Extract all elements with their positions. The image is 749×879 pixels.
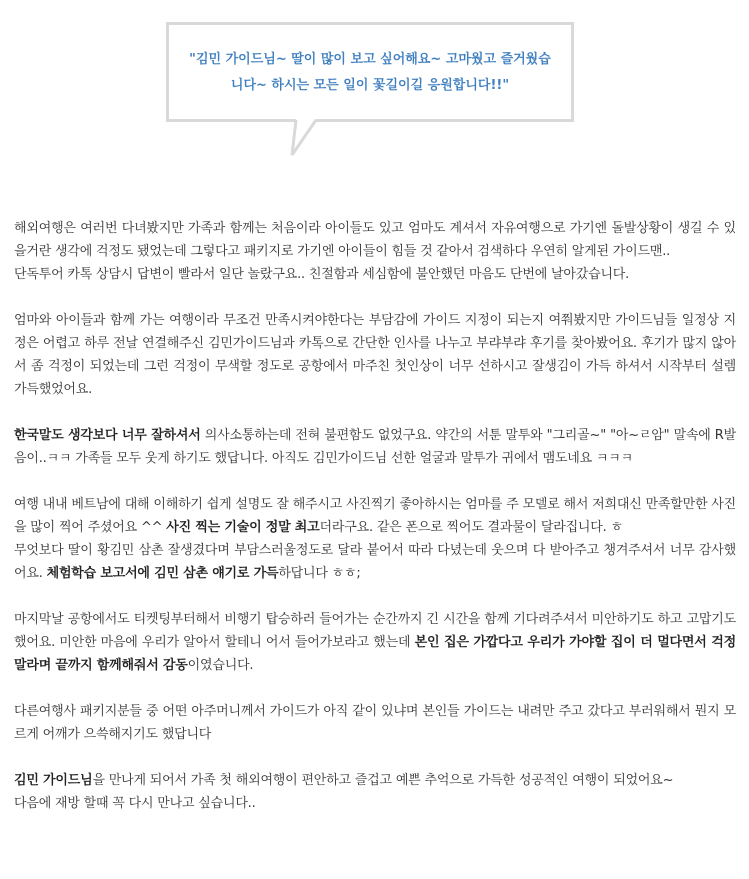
quote-bubble xyxy=(166,22,578,158)
review-paragraph: 엄마와 아이들과 함께 가는 여행이라 무조건 만족시켜야한다는 부담감에 가이드 지정이 되는지 여쭤봤지만 가이드님들 일정상 지정은 어렵고 하루 전날 연결해주신 김민가이드님과 카톡으로 간단한 인사를 나누고 부랴부랴 후기를 찾아봤어요. 후기가 많지 않아서 좀 걱정이 되었는데 그런 걱정이 무색할 정도로 공항에서 마주친 첫인상이 너무 선하시고 잘생김이 가득 하셔서 시작부터 설렘 가득했었어요. xyxy=(14,313,736,397)
highlight-text: 본인 집은 가깝다고 우리가 가야할 집이 더 멀다면서 걱정말라며 끝까지 함께해줘서 감동 xyxy=(14,635,736,673)
quote-line-1: "김민 가이드님~ 딸이 많이 보고 싶어해요~ 고마웠고 즐거웠습 xyxy=(189,52,551,67)
review-paragraph xyxy=(14,608,736,677)
body-text: 무엇보다 딸이 황김민 삼촌 잘생겼다며 부담스러울정도로 달라 붙어서 따라 다녔는데 웃으며 다 받아주고 챙겨주셔서 너무 감사했어요. xyxy=(14,543,736,581)
body-text: 하답니다 ㅎㅎ; xyxy=(278,566,361,581)
review-paragraph: 해외여행은 여러번 다녀봤지만 가족과 함께는 처음이라 아이들도 있고 엄마도 계셔서 자유여행으로 가기엔 돌발상황이 생길 수 있을거란 생각에 걱정도 됐었는데 그렇다고 패키지로 가기엔 아이들이 힘들 것 같아서 검색하다 우연히 알게된 가이드맨.. xyxy=(14,221,736,259)
review-paragraph xyxy=(14,424,736,470)
review-paragraph: 다른여행사 패키지분들 중 어떤 아주머니께서 가이드가 아직 같이 있냐며 본인들 가이드는 내려만 주고 갔다고 부러워해서 뭔지 모르게 어깨가 으쓱해지기도 했답니다 xyxy=(14,704,736,742)
review-paragraph xyxy=(14,539,736,585)
body-text: 의사소통하는데 전혀 불편함도 없었구요. 약간의 서툰 말투와 "그리골~" "아~ㄹ암" 말속에 R발음이..ㅋㅋ 가족들 모두 웃게 하기도 했답니다. 아직도 김민가이드님 선한 얼굴과 말투가 귀에서 맴도네요 ㅋㅋㅋ xyxy=(14,428,736,466)
review-article xyxy=(14,217,736,815)
review-paragraph: 단독투어 카톡 상담시 답변이 빨라서 일단 놀랐구요.. 친절함과 세심함에 불안했던 마음도 단번에 날아갔습니다. xyxy=(14,267,630,282)
body-text: 을 만나게 되어서 가족 첫 해외여행이 편안하고 즐겁고 예쁜 추억으로 가득한 성공적인 여행이 되었어요~ xyxy=(92,773,674,788)
speech-tail-icon xyxy=(290,119,330,159)
quote-line-2: 니다~ 하시는 모든 일이 꽃길이길 응원합니다!!" xyxy=(230,78,510,93)
review-paragraph xyxy=(14,493,736,539)
highlight-text: 체험학습 보고서에 김민 삼촌 얘기로 가득 xyxy=(46,566,279,581)
body-text: 여행 내내 베트남에 대해 이해하기 쉽게 설명도 잘 해주시고 사진찍기 좋아하시는 엄마를 주 모델로 해서 저희대신 만족할만한 사진을 많이 찍어 주셨어요 ^^ xyxy=(14,497,736,535)
highlight-text: 김민 가이드님 xyxy=(14,773,93,788)
body-text: 이였습니다. xyxy=(187,658,254,673)
review-paragraph xyxy=(14,769,736,792)
review-paragraph: 다음에 재방 할때 꼭 다시 만나고 싶습니다.. xyxy=(14,796,256,811)
body-text: 마지막날 공항에서도 티켓팅부터해서 비행기 탑승하러 들어가는 순간까지 긴 시간을 함께 기다려주셔서 미안하기도 하고 고맙기도 했어요. 미안한 마음에 우리가 알아서 할테니 어서 들어가보라고 했는데 xyxy=(14,612,736,650)
quote-text xyxy=(187,47,553,99)
body-text: 더라구요. 같은 폰으로 찍어도 결과물이 달라집니다. ㅎ xyxy=(319,520,623,535)
highlight-text: 사진 찍는 기술이 정말 최고 xyxy=(166,520,320,535)
quote-box xyxy=(166,22,574,122)
highlight-text: 한국말도 생각보다 너무 잘하셔서 xyxy=(14,428,201,443)
